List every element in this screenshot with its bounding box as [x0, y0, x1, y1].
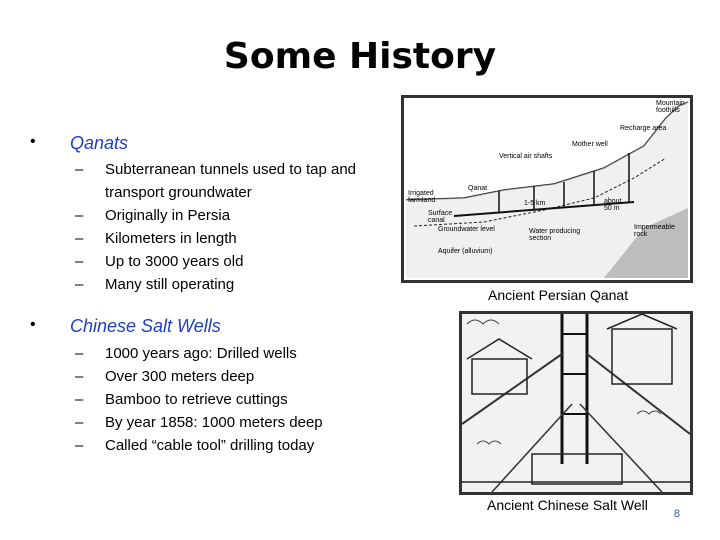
slide-title: Some History — [223, 36, 497, 77]
qanat-caption: Ancient Persian Qanat — [488, 287, 629, 303]
label-recharge: Recharge area — [620, 125, 667, 132]
list-item: – Subterranean tunnels used to tap and transport groundwater — [75, 161, 357, 201]
list-item: – Many still operating — [75, 276, 235, 293]
list-item: – Bamboo to retrieve cuttings — [75, 391, 288, 408]
bullet-dot: • — [30, 133, 36, 150]
qanats-list — [75, 158, 405, 296]
list-item: – Kilometers in length — [75, 230, 237, 247]
label-water-section: Water producing section — [529, 228, 581, 242]
label-shafts: Vertical air shafts — [499, 153, 553, 160]
list-item: – Over 300 meters deep — [75, 368, 255, 385]
list-item: – Called “cable tool” drilling today — [75, 437, 315, 454]
qanat-diagram — [401, 95, 693, 283]
salt-well-caption: Ancient Chinese Salt Well — [487, 497, 648, 513]
bullet-dot: • — [30, 316, 36, 333]
label-surface-canal: Surface canal — [428, 210, 453, 224]
label-km: 1-5 km — [524, 200, 546, 207]
list-item: – Up to 3000 years old — [75, 253, 244, 270]
salt-well-illustration — [459, 311, 693, 495]
list-item: – 1000 years ago: Drilled wells — [75, 345, 297, 362]
section-heading-salt-wells: Chinese Salt Wells — [70, 316, 221, 336]
label-mountain: Mountain foothills — [656, 100, 685, 114]
label-groundwater: Groundwater level — [438, 226, 495, 233]
label-mother-well: Mother well — [572, 141, 608, 148]
list-item: – Originally in Persia — [75, 207, 231, 224]
page-number: 8 — [673, 508, 680, 520]
label-aquifer: Aquifer (alluvium) — [438, 248, 493, 255]
section-heading-qanats: Qanats — [70, 133, 129, 153]
label-irrigated: Irrigated farmland — [408, 190, 436, 204]
salt-wells-list — [75, 342, 323, 457]
label-qanat: Qanat — [468, 185, 488, 192]
label-about: about 50 m — [604, 198, 622, 212]
list-item: – By year 1858: 1000 meters deep — [75, 414, 323, 431]
salt-well-drawing — [462, 314, 690, 492]
label-impermeable: Impermeable rock — [634, 224, 675, 238]
